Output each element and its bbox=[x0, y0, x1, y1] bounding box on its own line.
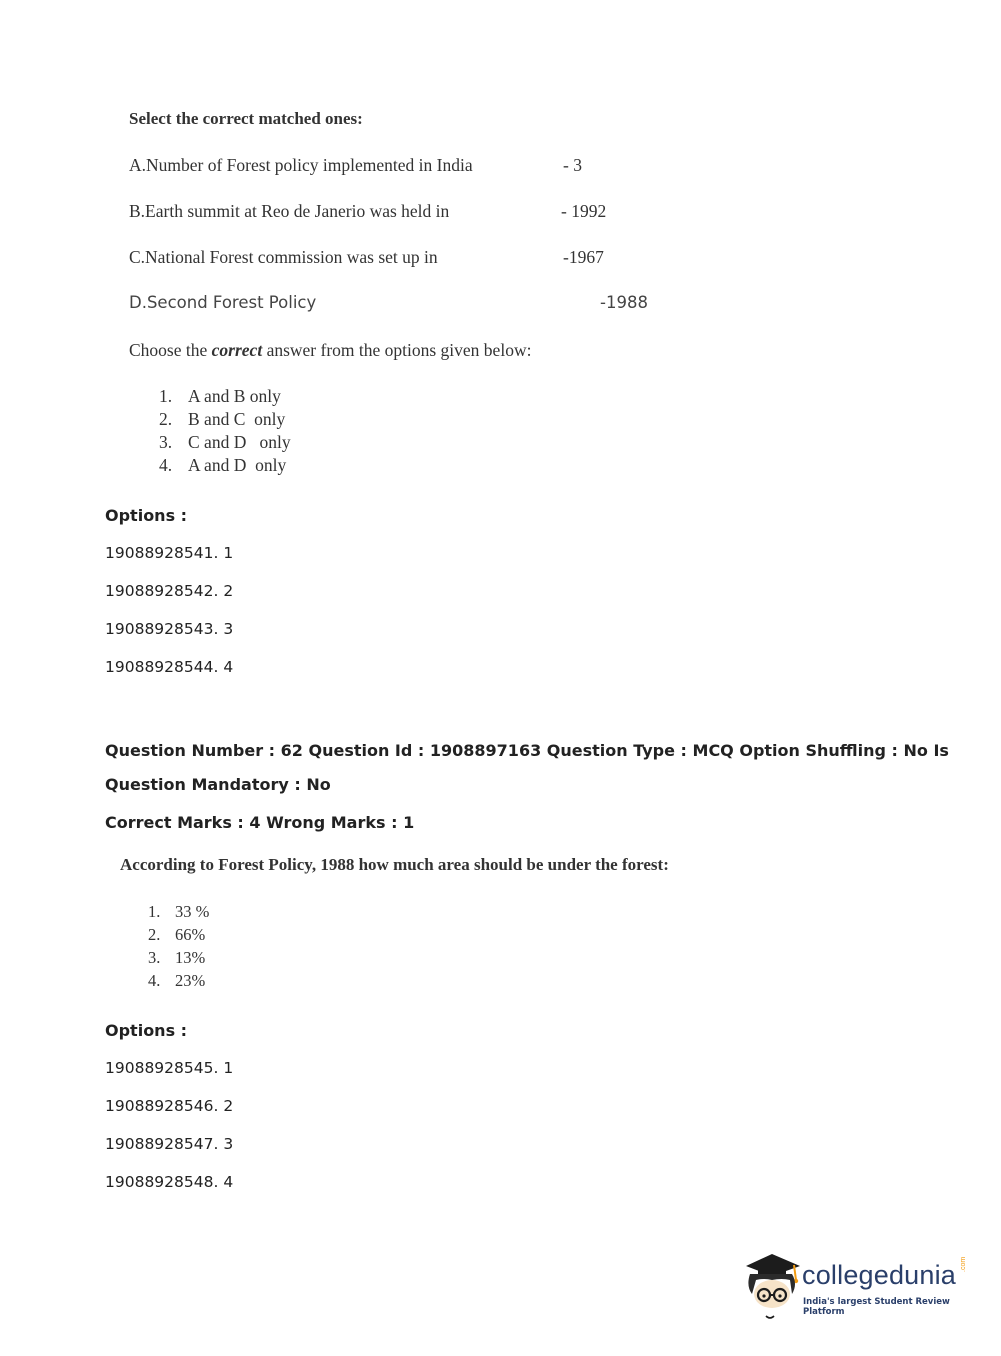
choose-instruction: Choose the correct answer from the options given below: bbox=[129, 340, 532, 360]
logo-domain-suffix: .com bbox=[960, 1256, 967, 1272]
collegedunia-logo bbox=[742, 1250, 972, 1322]
option-line: 19088928541. 1 bbox=[105, 544, 234, 562]
option-line: 19088928544. 4 bbox=[105, 658, 234, 676]
match-item-c: C.National Forest commission was set up in bbox=[129, 247, 438, 267]
question1-answer-list bbox=[159, 385, 291, 477]
question-marks: Correct Marks : 4 Wrong Marks : 1 bbox=[105, 813, 415, 832]
match-item-b: B.Earth summit at Reo de Janerio was held in bbox=[129, 201, 450, 221]
question2-heading: According to Forest Policy, 1988 how much area should be under the forest: bbox=[120, 855, 669, 874]
option-line: 19088928548. 4 bbox=[105, 1173, 234, 1191]
answer-item: 1. A and B only bbox=[159, 386, 281, 406]
answer-item: 1. 33 % bbox=[148, 902, 210, 921]
answer-item: 2. 66% bbox=[148, 925, 206, 944]
answer-item: 2. B and C only bbox=[159, 409, 286, 429]
question-meta-line: Question Number : 62 Question Id : 1908897163 Question Type : MCQ Option Shuffling : No Is bbox=[105, 741, 949, 760]
match-value-c: -1967 bbox=[563, 247, 604, 267]
question2-answer-list bbox=[148, 900, 209, 992]
options-label: Options : bbox=[105, 506, 188, 525]
logo-wordmark: collegedunia bbox=[802, 1260, 957, 1290]
option-line: 19088928547. 3 bbox=[105, 1135, 234, 1153]
match-value-d: -1988 bbox=[600, 293, 648, 312]
option-line: 19088928543. 3 bbox=[105, 620, 234, 638]
match-value-a: - 3 bbox=[563, 155, 582, 175]
answer-item: 3. 13% bbox=[148, 948, 206, 967]
logo-tagline: India's largest Student Review Platform bbox=[803, 1297, 950, 1317]
option-line: 19088928546. 2 bbox=[105, 1097, 234, 1115]
graduate-mascot-icon bbox=[742, 1250, 802, 1322]
answer-item: 4. A and D only bbox=[159, 455, 287, 475]
match-item-a: A.Number of Forest policy implemented in India bbox=[129, 155, 473, 175]
option-line: 19088928545. 1 bbox=[105, 1059, 234, 1077]
answer-item: 3. C and D only bbox=[159, 432, 291, 452]
match-item-d: D.Second Forest Policy bbox=[129, 293, 317, 312]
match-value-b: - 1992 bbox=[561, 201, 607, 221]
options-label: Options : bbox=[105, 1021, 188, 1040]
answer-item: 4. 23% bbox=[148, 971, 206, 990]
question1-heading: Select the correct matched ones: bbox=[129, 109, 363, 128]
option-line: 19088928542. 2 bbox=[105, 582, 234, 600]
question-mandatory: Question Mandatory : No bbox=[105, 775, 331, 794]
